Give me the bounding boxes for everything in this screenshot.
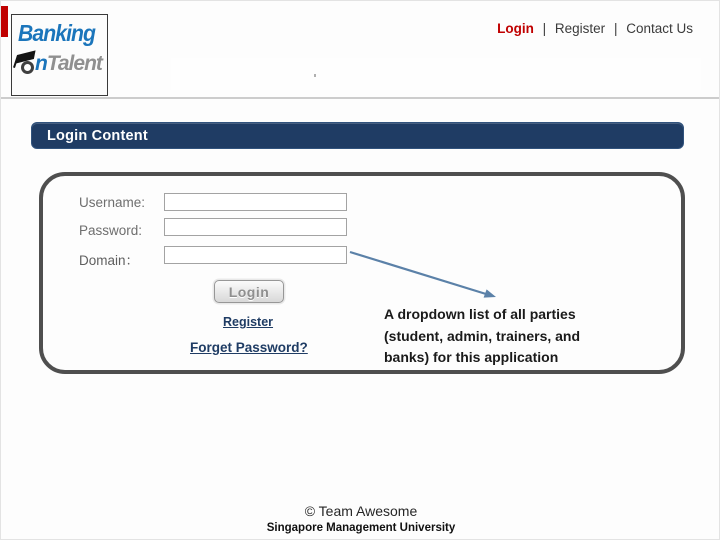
header-divider-line: [1, 97, 720, 99]
domain-input[interactable]: [164, 246, 347, 264]
password-label: Password:: [79, 223, 143, 238]
nav-contact-us-link[interactable]: Contact Us: [626, 21, 693, 36]
logo-line2: [18, 52, 103, 78]
login-content-header: [31, 122, 684, 149]
login-content-title: Login Content: [47, 127, 148, 144]
login-button[interactable]: Login: [214, 280, 284, 303]
faded-menu-dot: [314, 74, 316, 77]
annotation-line: (student, admin, trainers, and: [384, 327, 581, 344]
nav-login-link[interactable]: Login: [497, 21, 534, 36]
domain-label: Domain：: [79, 253, 140, 268]
banking-on-talent-logo: [11, 14, 108, 96]
annotation-text: [384, 304, 614, 369]
nav-separator: |: [613, 21, 618, 36]
annotation-line: banks) for this application: [384, 349, 559, 365]
username-input[interactable]: [164, 193, 347, 211]
logo-text-n: n: [35, 52, 47, 75]
annotation-arrow: [341, 244, 506, 306]
faded-menu-band: [171, 58, 701, 90]
logo-text-banking: Banking: [18, 20, 96, 46]
footer-university: Singapore Management University: [266, 522, 456, 534]
top-navigation: [497, 21, 693, 36]
logo-text-talent: Talent: [46, 52, 102, 75]
register-link[interactable]: Register: [223, 315, 274, 329]
footer-copyright: © Team Awesome: [304, 503, 418, 519]
annotation-line: A dropdown list of all parties: [384, 306, 576, 322]
username-label: Username:: [79, 195, 146, 210]
password-input[interactable]: [164, 218, 347, 236]
forget-password-link[interactable]: Forget Password?: [190, 340, 308, 355]
red-accent-strip: [1, 6, 8, 37]
graduation-cap-icon: [18, 52, 35, 74]
nav-register-link[interactable]: Register: [554, 21, 606, 36]
nav-separator: |: [542, 21, 547, 36]
